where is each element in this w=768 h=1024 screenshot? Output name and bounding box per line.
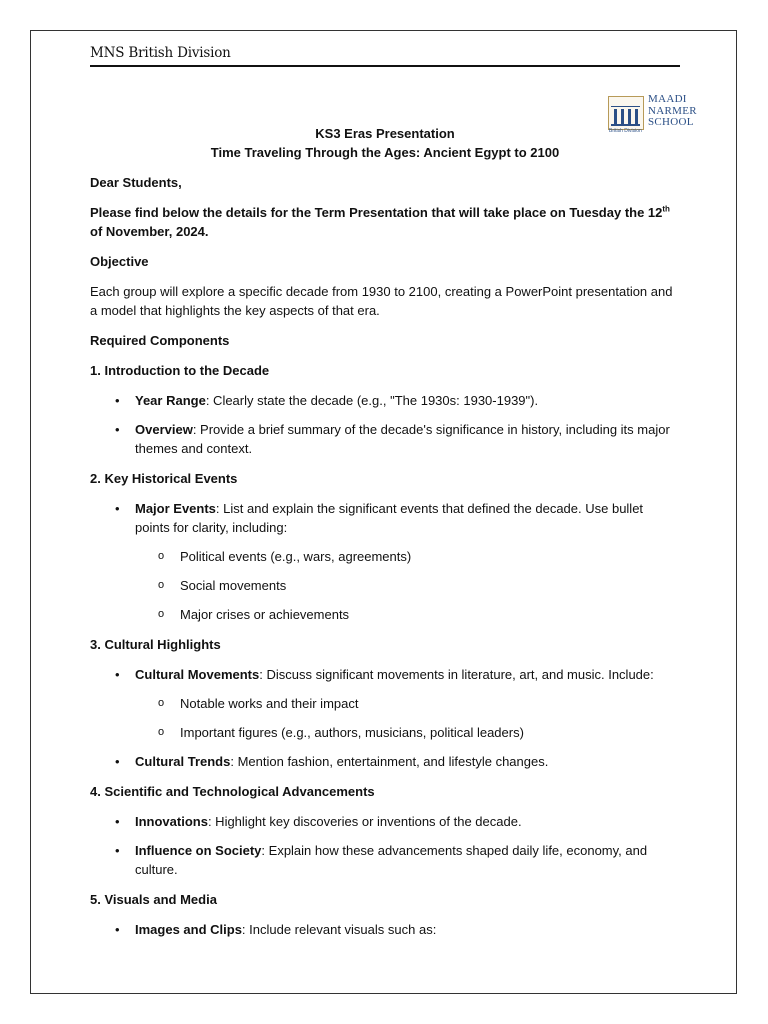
intro-paragraph: Please find below the details for the Term Presentation that will take place on Tuesday the 12th of November, 2024.	[90, 204, 670, 239]
sub-list-item: o Notable works and their impact	[158, 696, 359, 711]
section-1-list	[90, 391, 680, 458]
list-item: • Cultural Trends: Mention fashion, entertainment, and lifestyle changes.	[115, 754, 549, 769]
doc-subtitle: Time Traveling Through the Ages: Ancient Egypt to 2100	[210, 145, 560, 160]
objective-heading: Objective	[90, 254, 149, 269]
section-2-heading: 2. Key Historical Events	[90, 471, 238, 486]
logo-name: MAADI NARMER SCHOOL	[648, 93, 697, 128]
header-division: MNS British Division	[90, 45, 231, 61]
section-2-list	[90, 499, 680, 624]
list-item: • Overview: Provide a brief summary of the decade's significance in history, including its major themes and context.	[115, 422, 670, 456]
required-heading: Required Components	[90, 333, 230, 348]
list-item: • Major Events: List and explain the significant events that defined the decade. Use bullet points for clarity, including:	[115, 501, 644, 535]
header-rule	[90, 65, 680, 67]
document-body	[90, 118, 680, 950]
section-3-list	[90, 665, 680, 771]
sub-list-item: o Major crises or achievements	[158, 607, 350, 622]
section-5-list	[90, 920, 680, 939]
doc-title: KS3 Eras Presentation	[315, 126, 455, 141]
section-1-heading: 1. Introduction to the Decade	[90, 363, 270, 378]
section-5-heading: 5. Visuals and Media	[90, 892, 217, 907]
list-item: • Innovations: Highlight key discoveries or inventions of the decade.	[115, 814, 522, 829]
objective-text: Each group will explore a specific decade from 1930 to 2100, creating a PowerPoint presentation and a model that highlights the key aspects of that era.	[90, 284, 673, 318]
sub-list-item: o Social movements	[158, 578, 287, 593]
section-4-list	[90, 812, 680, 879]
sub-list-item: o Important figures (e.g., authors, musicians, political leaders)	[158, 725, 524, 740]
list-item: • Images and Clips: Include relevant visuals such as:	[115, 922, 437, 937]
list-item: • Influence on Society: Explain how these advancements shaped daily life, economy, and culture.	[115, 843, 648, 877]
sub-list-item: o Political events (e.g., wars, agreements)	[158, 549, 412, 564]
list-item: • Year Range: Clearly state the decade (e.g., "The 1930s: 1930-1939").	[115, 393, 539, 408]
logo-subtitle: British Division	[609, 128, 642, 134]
list-item: • Cultural Movements: Discuss significant movements in literature, art, and music. Include:	[115, 667, 654, 682]
greeting: Dear Students,	[90, 175, 182, 190]
section-3-heading: 3. Cultural Highlights	[90, 637, 221, 652]
section-4-heading: 4. Scientific and Technological Advancements	[90, 784, 375, 799]
